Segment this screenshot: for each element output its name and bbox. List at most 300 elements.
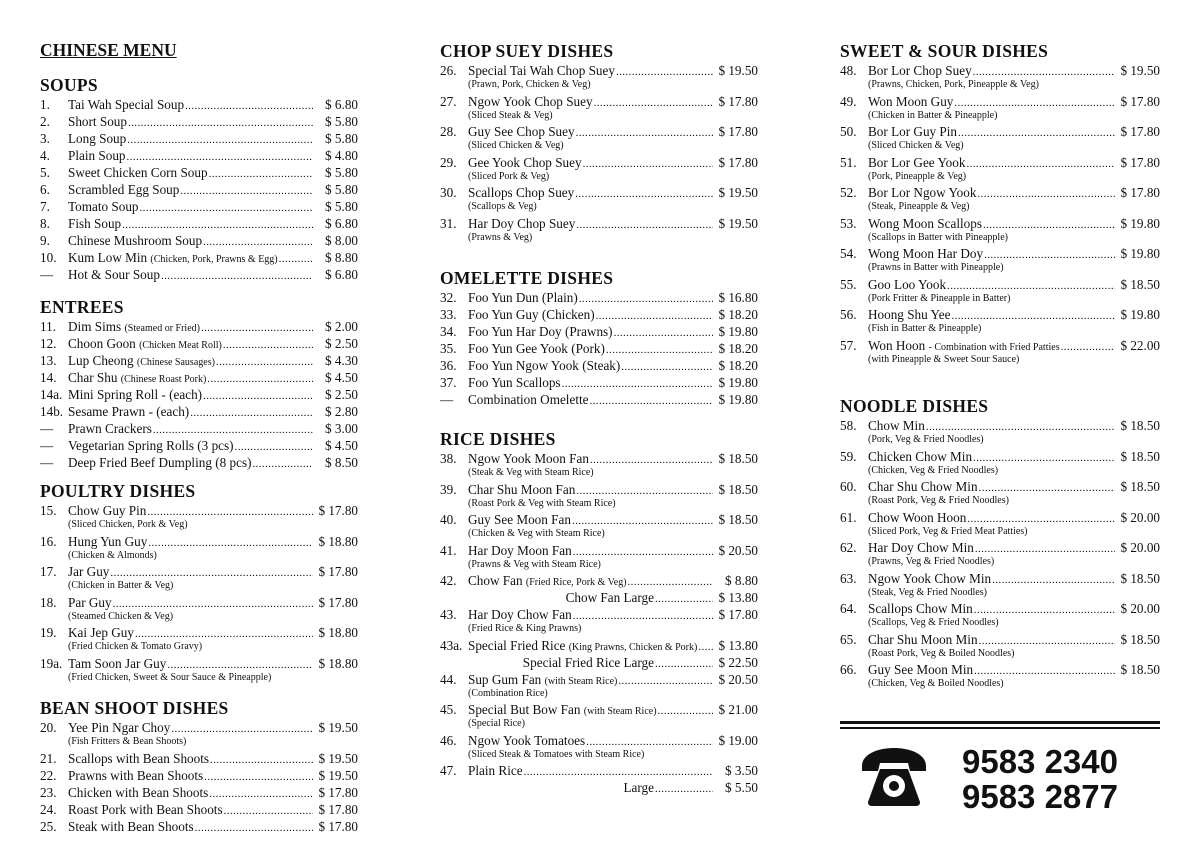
item-number: — xyxy=(440,392,454,407)
item-name xyxy=(68,533,147,550)
item-name xyxy=(468,732,585,749)
item-price: $ 3.00 xyxy=(325,421,358,436)
item-name xyxy=(68,437,234,454)
item-name xyxy=(868,509,966,526)
menu-item xyxy=(440,671,758,688)
item-name xyxy=(68,818,194,835)
section-title: NOODLE DISHES xyxy=(840,396,989,416)
item-name-text: Plain Soup xyxy=(68,148,126,163)
item-name-text: Char Shu Chow Min xyxy=(868,479,978,494)
menu-item xyxy=(40,420,358,437)
item-price: $ 19.80 xyxy=(718,324,758,339)
section-omelette xyxy=(440,265,758,408)
item-name-text: Kai Jep Guy xyxy=(68,625,134,640)
menu-item xyxy=(40,750,358,767)
item-name xyxy=(468,511,571,528)
item-name-text: Guy See Chop Suey xyxy=(468,124,575,139)
item-price: $ 18.80 xyxy=(318,655,358,671)
item-name-text: Chow Min xyxy=(868,418,925,433)
item-price: $ 18.80 xyxy=(318,533,358,549)
dot-leader xyxy=(979,631,1115,650)
item-description: (Fish Fritters & Bean Shoots) xyxy=(68,736,187,747)
menu-item xyxy=(440,374,758,391)
item-price: $ 17.80 xyxy=(1120,124,1160,139)
item-name xyxy=(468,154,582,171)
item-name xyxy=(868,661,973,678)
dot-leader xyxy=(573,606,713,625)
section-entrees xyxy=(40,294,358,471)
item-name-text: Won Moon Guy xyxy=(868,93,954,109)
divider-thick xyxy=(840,721,1160,724)
item-name-text: Har Doy Moon Fan xyxy=(468,542,572,558)
item-price: $ 19.50 xyxy=(318,720,358,735)
item-name xyxy=(868,93,953,110)
section-title: SWEET & SOUR DISHES xyxy=(840,41,1049,61)
menu-item xyxy=(440,289,758,306)
item-name-text: Har Doy Chop Suey xyxy=(468,215,576,231)
item-name-text: Scrambled Egg Soup xyxy=(68,182,180,197)
dot-leader xyxy=(616,62,713,81)
item-name xyxy=(868,245,983,262)
item-name-text: Prawns with Bean Shoots xyxy=(68,767,204,783)
menu-item xyxy=(40,249,358,266)
item-name-text: Sweet Chicken Corn Soup xyxy=(68,165,208,180)
item-name xyxy=(468,357,620,374)
item-price: $ 18.50 xyxy=(718,481,758,497)
item-name-text: Combination Omelette xyxy=(468,392,589,407)
menu-item xyxy=(440,732,758,749)
item-name xyxy=(468,62,615,79)
item-name-text: Sesame Prawn - (each) xyxy=(68,404,190,419)
item-name-text: Char Shu xyxy=(68,370,118,385)
item-name xyxy=(468,762,523,779)
menu-item xyxy=(40,232,358,249)
item-name-text: Wong Moon Scallops xyxy=(868,215,982,231)
item-number: 38. xyxy=(440,451,457,466)
item-description: (Prawns, Veg & Fried Noodles) xyxy=(868,556,995,567)
item-name-text: Wong Moon Har Doy xyxy=(868,246,984,261)
menu-item xyxy=(440,323,758,340)
phone-number-1[interactable]: 9583 2340 xyxy=(962,743,1118,780)
item-price: $ 2.50 xyxy=(325,336,358,351)
item-name-text: Lup Cheong xyxy=(68,353,134,368)
item-description: (Chicken in Batter & Veg) xyxy=(68,580,174,591)
item-name-text: Chow Woon Hoon xyxy=(868,509,967,525)
item-description: (Pork, Veg & Fried Noodles) xyxy=(868,434,984,445)
item-name-text: Tam Soon Jar Guy xyxy=(68,655,167,671)
dot-leader xyxy=(966,154,1115,173)
menu-item xyxy=(40,533,358,550)
item-number: 29. xyxy=(440,154,457,170)
item-name-text: Tai Wah Special Soup xyxy=(68,97,185,112)
item-description: (Sliced Steak & Tomatoes with Steam Rice) xyxy=(468,748,645,760)
size-option-price: $ 5.50 xyxy=(725,780,758,795)
item-number: 63. xyxy=(840,570,857,586)
menu-item xyxy=(840,417,1160,434)
menu-item xyxy=(440,572,758,589)
item-name-text: Scallops Chop Suey xyxy=(468,185,575,200)
menu-item xyxy=(440,123,758,140)
item-price: $ 8.00 xyxy=(325,233,358,248)
item-name xyxy=(468,215,575,232)
menu-item xyxy=(840,661,1160,678)
menu-item xyxy=(440,306,758,323)
item-name-text: Chinese Mushroom Soup xyxy=(68,233,203,248)
item-number: 34. xyxy=(440,324,457,339)
item-price: $ 17.80 xyxy=(1120,154,1160,170)
item-number: 57. xyxy=(840,337,857,353)
menu-item xyxy=(840,478,1160,495)
item-name-text: Plain Rice xyxy=(468,763,523,778)
menu-item xyxy=(40,335,358,352)
item-price: $ 5.80 xyxy=(325,182,358,197)
dot-leader xyxy=(576,215,713,234)
item-number: 24. xyxy=(40,801,57,817)
item-number: 47. xyxy=(440,763,457,778)
dot-leader xyxy=(975,539,1115,558)
item-number: 59. xyxy=(840,448,857,464)
item-description: (Fish in Batter & Pineapple) xyxy=(868,323,982,334)
menu-item xyxy=(40,624,358,641)
item-name xyxy=(868,184,976,201)
item-price: $ 19.50 xyxy=(318,750,358,766)
item-name-text: Guy See Moon Fan xyxy=(468,512,571,527)
item-number: 9. xyxy=(40,233,50,248)
item-price: $ 17.80 xyxy=(718,607,758,622)
item-price: $ 13.80 xyxy=(718,637,758,653)
size-option-name: Chow Fan Large xyxy=(565,590,654,605)
item-size-option xyxy=(440,654,758,671)
item-price: $ 8.80 xyxy=(725,573,758,588)
item-name-text: Jar Guy xyxy=(68,564,110,579)
item-name xyxy=(868,417,925,434)
item-price: $ 4.50 xyxy=(325,438,358,453)
item-price: $ 18.20 xyxy=(718,341,758,356)
item-name xyxy=(468,671,617,690)
item-price: $ 19.50 xyxy=(718,63,758,78)
item-number: 44. xyxy=(440,671,457,687)
menu-item xyxy=(440,701,758,718)
item-name xyxy=(68,801,223,818)
item-name xyxy=(868,478,978,495)
item-price: $ 17.80 xyxy=(1120,185,1160,200)
menu-item xyxy=(40,403,358,420)
item-note: (with Steam Rice) xyxy=(583,706,657,717)
menu-item xyxy=(840,306,1160,323)
item-name-text: Special Tai Wah Chop Suey xyxy=(468,63,615,78)
size-option-price: $ 22.50 xyxy=(718,654,758,670)
item-price: $ 17.80 xyxy=(318,801,358,817)
item-name xyxy=(868,448,972,465)
item-name xyxy=(68,130,126,147)
item-number: 64. xyxy=(840,601,857,616)
menu-item xyxy=(40,369,358,386)
item-price: $ 18.20 xyxy=(718,307,758,322)
dot-leader xyxy=(983,215,1115,234)
item-number: — xyxy=(40,438,54,453)
item-price: $ 17.80 xyxy=(318,503,358,518)
item-price: $ 5.80 xyxy=(325,199,358,214)
item-note: (King Prawns, Chicken & Pork) xyxy=(568,641,698,653)
item-description: (Pork Fritter & Pineapple in Batter) xyxy=(868,292,1011,304)
item-name-text: Bor Lor Chop Suey xyxy=(868,63,972,78)
item-name-text: Fish Soup xyxy=(68,216,122,231)
item-price: $ 4.80 xyxy=(325,148,358,163)
item-price: $ 18.50 xyxy=(1120,479,1160,494)
menu-item xyxy=(40,318,358,335)
item-number: 19. xyxy=(40,625,57,640)
item-name-text: Prawn Crackers xyxy=(68,421,152,436)
item-number: 1. xyxy=(40,97,50,112)
item-price: $ 17.80 xyxy=(318,818,358,834)
item-description: (Pork, Pineapple & Veg) xyxy=(868,170,967,182)
item-description: (Roast Pork & Veg with Steam Rice) xyxy=(468,497,616,509)
item-name-text: Mini Spring Roll - (each) xyxy=(68,387,203,402)
item-price: $ 17.80 xyxy=(318,594,358,610)
item-number: 41. xyxy=(440,542,457,558)
menu-item xyxy=(440,154,758,171)
item-name-text: Hot & Sour Soup xyxy=(68,267,160,282)
item-number: 37. xyxy=(440,375,457,390)
item-description: (Fried Chicken & Tomato Gravy) xyxy=(68,641,203,652)
item-description: (Scallops, Veg & Fried Noodles) xyxy=(868,617,999,628)
item-name-text: Har Doy Chow Min xyxy=(868,540,974,555)
item-description: (Steamed Chicken & Veg) xyxy=(68,610,174,622)
item-number: 30. xyxy=(440,185,457,200)
menu-item xyxy=(40,147,358,164)
item-number: 54. xyxy=(840,246,857,261)
item-number: 56. xyxy=(840,307,857,322)
section-title: ENTREES xyxy=(40,297,124,317)
item-name-text: Par Guy xyxy=(68,594,112,610)
item-name xyxy=(68,386,202,403)
item-price: $ 17.80 xyxy=(318,564,358,579)
item-name xyxy=(468,123,575,140)
item-description: (Sliced Chicken & Veg) xyxy=(868,140,964,151)
item-price: $ 19.80 xyxy=(718,375,758,390)
item-name-text: Deep Fried Beef Dumpling (8 pcs) xyxy=(68,455,252,470)
menu-column-1 xyxy=(40,38,358,835)
item-description: (Scallops in Batter with Pineapple) xyxy=(868,231,1008,243)
item-price: $ 17.80 xyxy=(1120,93,1160,109)
menu-item xyxy=(840,509,1160,526)
item-number: 58. xyxy=(840,418,857,433)
item-name xyxy=(868,600,973,617)
menu-item xyxy=(440,357,758,374)
item-number: 3. xyxy=(40,131,50,146)
dot-leader xyxy=(590,450,713,469)
item-name-text: Won Hoon xyxy=(868,337,926,353)
item-name xyxy=(868,276,946,293)
item-number: 62. xyxy=(840,540,857,555)
item-description: (Chicken, Veg & Fried Noodles) xyxy=(868,464,999,476)
item-name-text: Scallops with Bean Shoots xyxy=(68,750,210,766)
menu-item xyxy=(440,93,758,110)
dot-leader xyxy=(1061,337,1115,356)
item-number: 17. xyxy=(40,564,57,579)
dot-leader xyxy=(984,245,1115,264)
item-name xyxy=(68,181,179,198)
item-number: 46. xyxy=(440,732,457,748)
item-name xyxy=(468,289,578,306)
item-description: (Roast Pork, Veg & Fried Noodles) xyxy=(868,495,1009,506)
item-number: 23. xyxy=(40,784,57,800)
item-price: $ 19.50 xyxy=(718,185,758,200)
item-name-text: Dim Sims xyxy=(68,319,122,334)
menu-item xyxy=(840,600,1160,617)
section-sweet-sour xyxy=(840,38,1160,367)
item-name xyxy=(868,215,982,232)
dot-leader xyxy=(954,93,1115,112)
item-name-text: Goo Loo Yook xyxy=(868,276,947,292)
item-number: 42. xyxy=(440,573,457,588)
item-number: 51. xyxy=(840,154,857,170)
item-name-text: Bor Lor Ngow Yook xyxy=(868,185,977,200)
item-name-text: Foo Yun Scallops xyxy=(468,375,561,390)
item-number: 26. xyxy=(440,63,457,78)
menu-title: CHINESE MENU xyxy=(40,40,177,60)
item-number: — xyxy=(40,455,54,470)
menu-item xyxy=(840,62,1160,79)
item-name xyxy=(68,403,189,420)
item-number: 14b. xyxy=(40,404,64,419)
item-name-text: Kum Low Min xyxy=(68,250,148,265)
item-description: (Special Rice) xyxy=(468,718,525,729)
item-name-text: Foo Yun Gee Yook (Pork) xyxy=(468,341,605,356)
item-name-text: Tomato Soup xyxy=(68,199,139,214)
item-number: 55. xyxy=(840,276,857,292)
item-size-option xyxy=(440,589,758,606)
item-name xyxy=(68,164,208,181)
menu-item xyxy=(440,184,758,201)
menu-column-2 xyxy=(440,38,758,796)
item-name-text: Special But Bow Fan xyxy=(468,702,581,717)
menu-item xyxy=(840,215,1160,232)
item-name xyxy=(468,391,589,408)
item-number: 15. xyxy=(40,503,57,518)
item-name xyxy=(468,481,575,498)
item-name xyxy=(868,123,957,140)
item-number: 39. xyxy=(440,481,457,497)
section-chop-suey xyxy=(440,38,758,245)
menu-item xyxy=(40,164,358,181)
item-description: (Chicken & Veg with Steam Rice) xyxy=(468,528,605,539)
item-name xyxy=(68,266,160,283)
menu-item xyxy=(840,93,1160,110)
item-name xyxy=(68,719,170,736)
menu-item xyxy=(440,606,758,623)
item-description: (Prawns, Chicken, Pork, Pineapple & Veg) xyxy=(868,79,1039,90)
item-name-text: Special Fried Rice xyxy=(468,637,566,653)
item-number: 13. xyxy=(40,353,57,368)
dot-leader xyxy=(973,448,1115,467)
section-title: OMELETTE DISHES xyxy=(440,268,614,288)
telephone-icon xyxy=(858,744,930,808)
menu-item xyxy=(40,352,358,369)
menu-item xyxy=(40,801,358,818)
item-number: 40. xyxy=(440,512,457,527)
item-description: (Sliced Steak & Veg) xyxy=(468,109,553,121)
item-description: (Prawn, Pork, Chicken & Veg) xyxy=(468,79,591,90)
item-number: 22. xyxy=(40,767,57,783)
menu-item xyxy=(440,62,758,79)
item-price: $ 3.50 xyxy=(725,763,758,778)
section-soups xyxy=(40,72,358,283)
item-name-text: Ngow Yook Tomatoes xyxy=(468,732,586,748)
item-price: $ 5.80 xyxy=(325,131,358,146)
item-description: (Scallops & Veg) xyxy=(468,201,537,212)
item-number: 35. xyxy=(440,341,457,356)
item-name-text: Roast Pork with Bean Shoots xyxy=(68,801,223,817)
item-number: 31. xyxy=(440,215,457,231)
item-price: $ 19.50 xyxy=(1120,63,1160,78)
dot-leader xyxy=(575,184,713,203)
dot-leader xyxy=(590,391,714,410)
menu-item xyxy=(440,762,758,779)
section-title: RICE DISHES xyxy=(440,429,556,449)
menu-item xyxy=(40,818,358,835)
item-price: $ 18.50 xyxy=(1120,448,1160,464)
dot-leader xyxy=(195,818,313,837)
item-description: (Roast Pork, Veg & Boiled Noodles) xyxy=(868,647,1015,659)
item-name xyxy=(68,750,209,767)
item-name-text: Chicken Chow Min xyxy=(868,448,973,464)
menu-item xyxy=(40,266,358,283)
item-price: $ 17.80 xyxy=(718,124,758,139)
item-name xyxy=(868,62,972,79)
item-description: (Chicken in Batter & Pineapple) xyxy=(868,109,998,121)
menu-item xyxy=(440,391,758,408)
item-description: (Steak, Veg & Fried Noodles) xyxy=(868,586,987,598)
menu-item xyxy=(40,719,358,736)
item-price: $ 18.50 xyxy=(1120,418,1160,433)
item-size-option xyxy=(440,779,758,796)
item-description: (Sliced Pork, Veg & Fried Meat Patties) xyxy=(868,525,1028,537)
item-name xyxy=(68,767,203,784)
item-name-text: Yee Pin Ngar Choy xyxy=(68,720,171,735)
item-price: $ 8.80 xyxy=(325,250,358,265)
item-name xyxy=(68,594,112,611)
item-price: $ 19.80 xyxy=(1120,307,1160,322)
item-note: (Fried Rice, Pork & Veg) xyxy=(525,577,627,588)
item-description: (Chicken & Almonds) xyxy=(68,549,157,561)
menu-item xyxy=(40,198,358,215)
item-name xyxy=(68,655,166,672)
item-name-text: Guy See Moon Min xyxy=(868,662,974,677)
phone-number-2[interactable]: 9583 2877 xyxy=(962,778,1118,815)
menu-item xyxy=(40,563,358,580)
item-description: (Steak, Pineapple & Veg) xyxy=(868,201,970,212)
item-number: 5. xyxy=(40,165,50,180)
item-price: $ 20.00 xyxy=(1120,601,1160,616)
item-name xyxy=(68,215,121,232)
item-price: $ 17.80 xyxy=(318,784,358,800)
item-price: $ 2.80 xyxy=(325,404,358,419)
item-description: (Combination Rice) xyxy=(468,687,548,699)
item-name xyxy=(868,631,978,648)
item-price: $ 19.50 xyxy=(718,215,758,231)
item-number: 32. xyxy=(440,290,457,305)
item-name-text: Ngow Yook Chow Min xyxy=(868,570,992,586)
item-name xyxy=(468,542,572,559)
item-price: $ 4.50 xyxy=(325,370,358,385)
item-price: $ 21.00 xyxy=(718,702,758,717)
item-name-text: Ngow Yook Moon Fan xyxy=(468,451,589,466)
menu-item xyxy=(440,511,758,528)
item-name-text: Ngow Yook Chop Suey xyxy=(468,93,593,109)
item-name-text: Foo Yun Har Doy (Prawns) xyxy=(468,324,613,339)
item-price: $ 6.80 xyxy=(325,267,358,282)
